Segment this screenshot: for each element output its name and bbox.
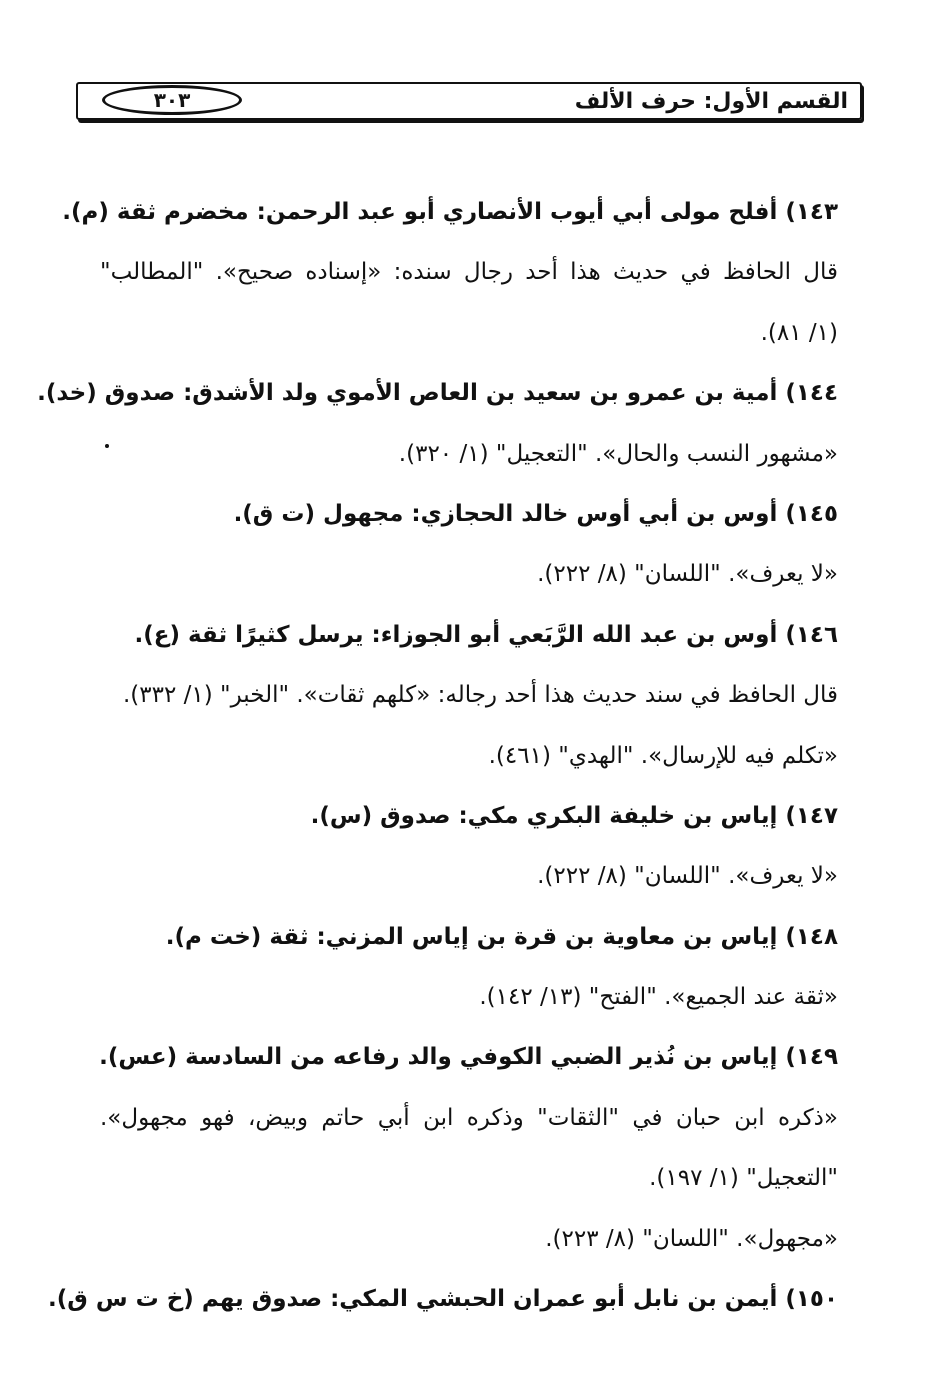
entry-148: ١٤٨) إياس بن معاوية بن قرة بن إياس المزني: ثقة (خت م). [165,923,838,950]
quote-147: «لا يعرف». "اللسان" (٨/ ٢٢٢). [537,863,838,890]
entry-150: ١٥٠) أيمن بن نابل أبو عمران الحبشي المكي: صدوق يهم (خ ت س ق). [48,1286,838,1313]
quote-143-b: (١/ ٨١). [760,319,838,346]
quote-144: «مشهور النسب والحال». "التعجيل" (١/ ٣٢٠). [398,440,838,467]
entry-145: ١٤٥) أوس بن أبي أوس خالد الحجازي: مجهول (ت ق). [233,500,838,527]
entry-147: ١٤٧) إياس بن خليفة البكري مكي: صدوق (س). [310,802,838,829]
page-header [76,82,862,120]
entry-146: ١٤٦) أوس بن عبد الله الرَّبَعي أبو الجوزاء: يرسل كثيرًا ثقة (ع). [134,621,838,648]
quote-143-a: قال الحافظ في حديث هذا أحد رجال سنده: «إسناده صحيح». "المطالب" [100,259,838,286]
quote-148: «ثقة عند الجميع». "الفتح" (١٣/ ١٤٢). [479,984,838,1011]
quote-149-c: «مجهول». "اللسان" (٨/ ٢٢٣). [545,1225,838,1252]
entry-144: ١٤٤) أمية بن عمرو بن سعيد بن العاص الأموي ولد الأشدق: صدوق (خد). [37,380,838,407]
page-number: ٣٠٣ [102,85,242,115]
entry-143: ١٤٣) أفلح مولى أبي أيوب الأنصاري أبو عبد الرحمن: مخضرم ثقة (م). [62,199,838,225]
quote-149-b: "التعجيل" (١/ ١٩٧). [649,1165,838,1192]
running-header-title: القسم الأول: حرف الألف [574,89,848,114]
quote-145: «لا يعرف». "اللسان" (٨/ ٢٢٢). [537,561,838,588]
page-body [37,182,838,1329]
entry-149: ١٤٩) إياس بن نُذير الضبي الكوفي والد رفاعه من السادسة (عس). [99,1044,838,1071]
quote-146-b: «تكلم فيه للإرسال». "الهدي" (٤٦١). [488,742,838,769]
quote-146-a: قال الحافظ في سند حديث هذا أحد رجاله: «كلهم ثقات». "الخبر" (١/ ٣٣٢). [122,682,838,709]
quote-149-a: «ذكره ابن حبان في "الثقات" وذكره ابن أبي حاتم وبيض، فهو مجهول». [100,1104,838,1131]
